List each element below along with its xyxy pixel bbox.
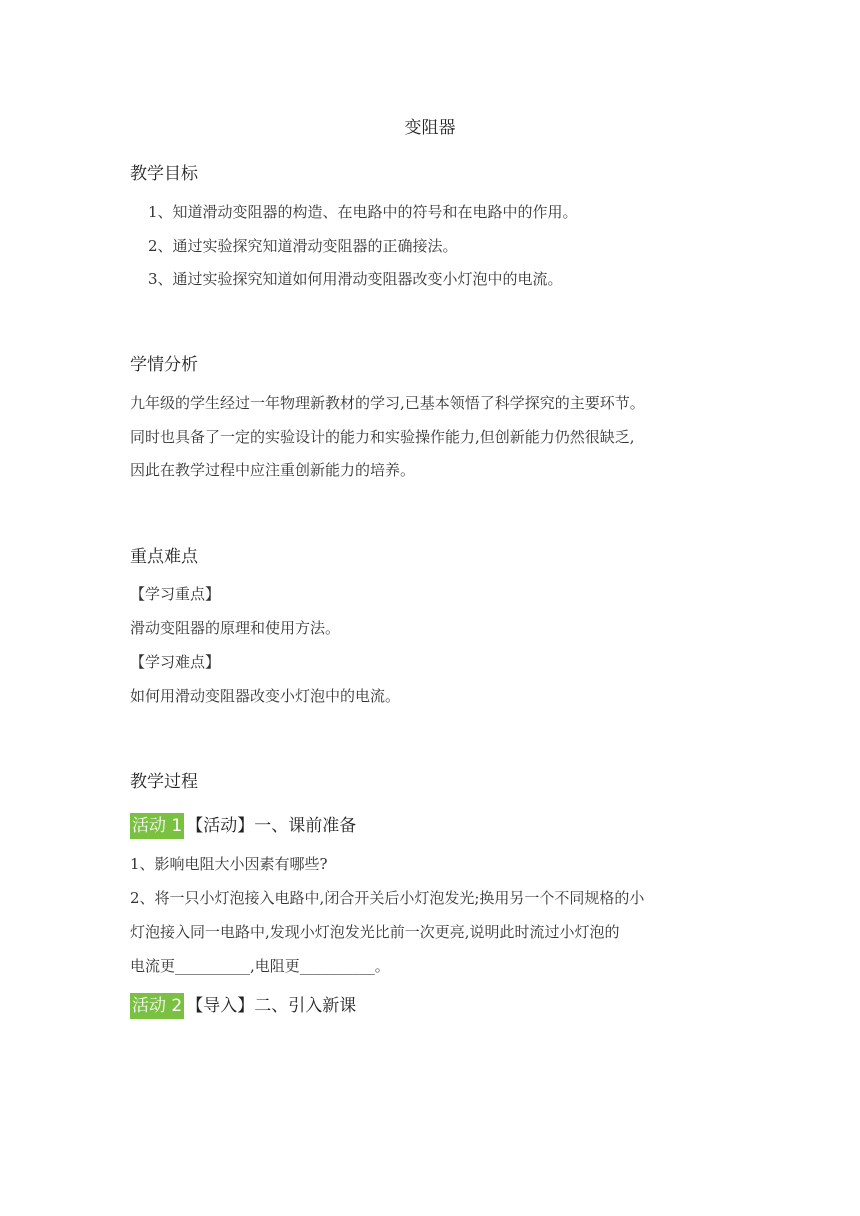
analysis-line-2: 同时也具备了一定的实验设计的能力和实验操作能力,但创新能力仍然很缺乏, [130,428,635,446]
activity-2-header [130,993,356,1019]
analysis-line-1: 九年级的学生经过一年物理新教材的学习,已基本领悟了科学探究的主要环节。 [130,394,645,412]
objective-item-3: 3、通过实验探究知道如何用滑动变阻器改变小灯泡中的电流。 [148,270,563,288]
activity-1-line-3: 灯泡接入同一电路中,发现小灯泡发光比前一次更亮,说明此时流过小灯泡的 [130,923,620,941]
activity-1-line-2: 2、将一只小灯泡接入电路中,闭合开关后小灯泡发光;换用另一个不同规格的小 [130,889,645,907]
activity-2-tag: 活动 2 [130,993,184,1019]
activity-1-title: 【活动】一、课前准备 [186,816,357,836]
activity-1-line-4: 电流更__________,电阻更__________。 [130,957,390,975]
focus-text: 滑动变阻器的原理和使用方法。 [130,619,341,637]
focus-label: 【学习重点】 [130,585,221,603]
objectives-heading: 教学目标 [130,164,198,184]
activity-2-title: 【导入】二、引入新课 [186,996,357,1016]
document-title: 变阻器 [404,118,456,138]
activity-1-header [130,813,356,839]
difficulty-text: 如何用滑动变阻器改变小灯泡中的电流。 [130,687,401,705]
objective-item-1: 1、知道滑动变阻器的构造、在电路中的符号和在电路中的作用。 [148,203,578,221]
activity-1-line-1: 1、影响电阻大小因素有哪些? [130,855,328,873]
process-heading: 教学过程 [130,772,198,792]
analysis-line-3: 因此在教学过程中应注重创新能力的培养。 [130,461,416,479]
objective-item-2: 2、通过实验探究知道滑动变阻器的正确接法。 [148,237,458,255]
difficulty-label: 【学习难点】 [130,653,221,671]
analysis-heading: 学情分析 [130,355,198,375]
keypoints-heading: 重点难点 [130,547,198,567]
activity-1-tag: 活动 1 [130,813,184,839]
